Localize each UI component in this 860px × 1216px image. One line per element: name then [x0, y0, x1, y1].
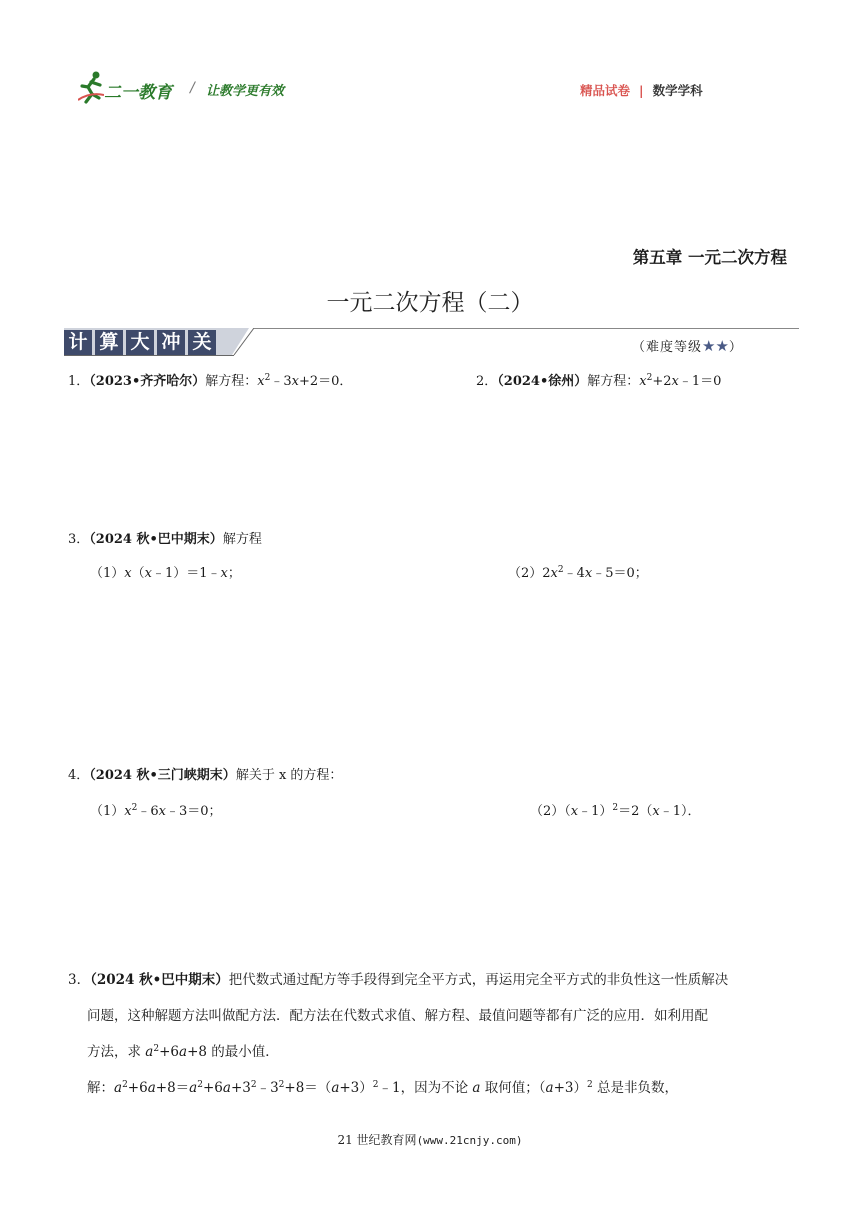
question-4-part-1: $(1)x^2﹣6x﹣3=0$；	[90, 803, 222, 819]
question-number: 2．	[476, 374, 498, 389]
question-5-line-3: 方法，求 $a^2+6a+8$ 的最小值．	[87, 1044, 279, 1060]
banner-char: 计	[64, 330, 92, 355]
runner-logo-icon	[78, 70, 104, 104]
question-text: 把代数式通过配方等手段得到完全平方式，再运用完全平方式的非负性这一性质解决	[228, 972, 729, 988]
text: 取何值；	[480, 1080, 539, 1096]
question-number: 1．	[68, 374, 90, 389]
question-4	[68, 766, 342, 786]
question-5-line-1	[68, 962, 798, 998]
tag-subject: 数学学科	[652, 83, 703, 98]
banner-char: 算	[95, 330, 123, 355]
difficulty-rating	[632, 336, 743, 355]
text: 总是非负数，	[592, 1080, 679, 1096]
star-icon: ★★	[702, 337, 729, 355]
question-text: 解关于 x 的方程：	[235, 768, 343, 783]
chapter-heading: 第五章 一元二次方程	[632, 248, 787, 267]
question-5-line-2: 问题，这种解题方法叫做配方法．配方法在代数式求值、解方程、最值问题等都有广泛的应用．如利用配	[87, 1008, 708, 1024]
question-3-part-1: （1）x（x﹣1）＝1﹣x；	[90, 566, 241, 581]
question-1	[68, 372, 352, 392]
logo-name: 二一教育	[104, 83, 172, 103]
page-title: 一元二次方程（二）	[326, 290, 534, 316]
question-source: （2023•齐齐哈尔）	[89, 374, 206, 389]
logo-slash: /	[190, 80, 195, 96]
question-3	[68, 530, 262, 550]
question-source: （2024 秋•巴中期末）	[89, 532, 223, 547]
page-footer	[0, 1131, 860, 1148]
banner-char: 大	[126, 330, 154, 355]
question-number: 3．	[68, 532, 90, 547]
question-5-solution: 解：$a^2+6a+8=a^2+6a+3^2﹣3^2+8=(a+3)^2﹣1$，因为不论 a 取何值；$(a+3)^2$ 总是非负数，	[87, 1080, 679, 1096]
solution-label: 解：	[87, 1080, 114, 1096]
tag-separator: |	[639, 83, 644, 98]
text: ，因为不论	[400, 1080, 473, 1096]
difficulty-label: （难度等级	[632, 340, 703, 355]
question-source: （2024•徐州）	[497, 374, 588, 389]
question-3-part-2: $(2)2x^2﹣4x﹣5=0$；	[508, 565, 648, 581]
question-5	[68, 962, 798, 1106]
difficulty-close: ）	[728, 340, 743, 355]
header-tags	[580, 81, 703, 99]
text: 方法，求	[87, 1044, 146, 1060]
question-text: 解方程：	[205, 374, 258, 389]
equation: $x^2﹣3x+2=0$．	[257, 373, 353, 389]
question-2	[476, 372, 721, 392]
question-text: 解方程	[222, 532, 262, 547]
logo-slogan: 让教学更有效	[206, 84, 285, 99]
question-source: （2024 秋•三门峡期末）	[89, 768, 236, 783]
section-banner	[64, 330, 216, 355]
question-text: 解方程：	[587, 374, 640, 389]
footer-url: (www.21cnjy.com)	[416, 1134, 523, 1147]
equation: $x^2+2x﹣1=0$	[639, 373, 722, 389]
question-4-part-2: （2）（x﹣1）$^2$＝2（x﹣1）．	[530, 803, 701, 819]
question-number: 4．	[68, 768, 90, 783]
footer-site: 21 世纪教育网	[337, 1133, 417, 1147]
banner-char: 冲	[157, 330, 185, 355]
tag-quality: 精品试卷	[580, 83, 631, 98]
question-number: 3．	[68, 972, 91, 988]
banner-char: 关	[188, 330, 216, 355]
question-source: （2024 秋•巴中期末）	[90, 972, 229, 988]
text: 的最小值．	[206, 1044, 279, 1060]
